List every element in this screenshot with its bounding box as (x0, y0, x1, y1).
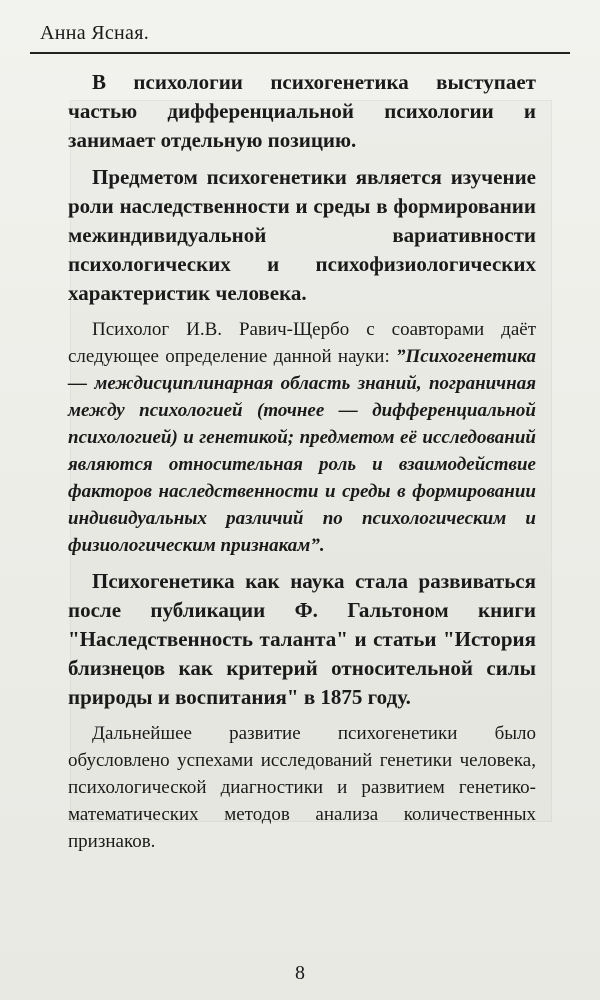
definition-quote: ”Психогенетика — междисциплинарная область знаний, пограничная между психологией (точнее — дифференциальной психологией) и генетикой; предметом её исследований являются относительная роль и взаимодействие факторов наследственности и среды в формировании индивидуальных различий по психологическим и физиологическим признакам”. (68, 346, 536, 556)
paragraph-1: В психологии психогенетика выступает частью дифференциальной психологии и занимает отдельную позицию. (68, 70, 536, 152)
paragraph-2: Предметом психогенетики является изучение роли наследственности и среды в формировании межиндивидуальной вариативности психологических и психофизиологических характеристик человека. (68, 165, 536, 305)
page-number: 8 (295, 962, 305, 984)
running-header: Анна Ясная. (40, 22, 150, 44)
paragraph-3 (68, 316, 536, 559)
paragraph-5: Дальнейшее развитие психогенетики было обусловлено успехами исследований генетики человека, психологической диагностики и развитием генетико-математических методов анализа количественных признаков. (68, 723, 536, 852)
header-rule (30, 52, 570, 54)
paragraph-3-intro: Психолог И.В. Равич-Щербо с соавторами даёт следующее определение данной науки: (68, 319, 536, 367)
page-body (68, 68, 536, 863)
paragraph-4: Психогенетика как наука стала развиваться после публикации Ф. Гальтоном книги "Наследственность таланта" и статьи "История близнецов как критерий относительной силы природы и воспитания" в 1875 году. (68, 569, 536, 709)
